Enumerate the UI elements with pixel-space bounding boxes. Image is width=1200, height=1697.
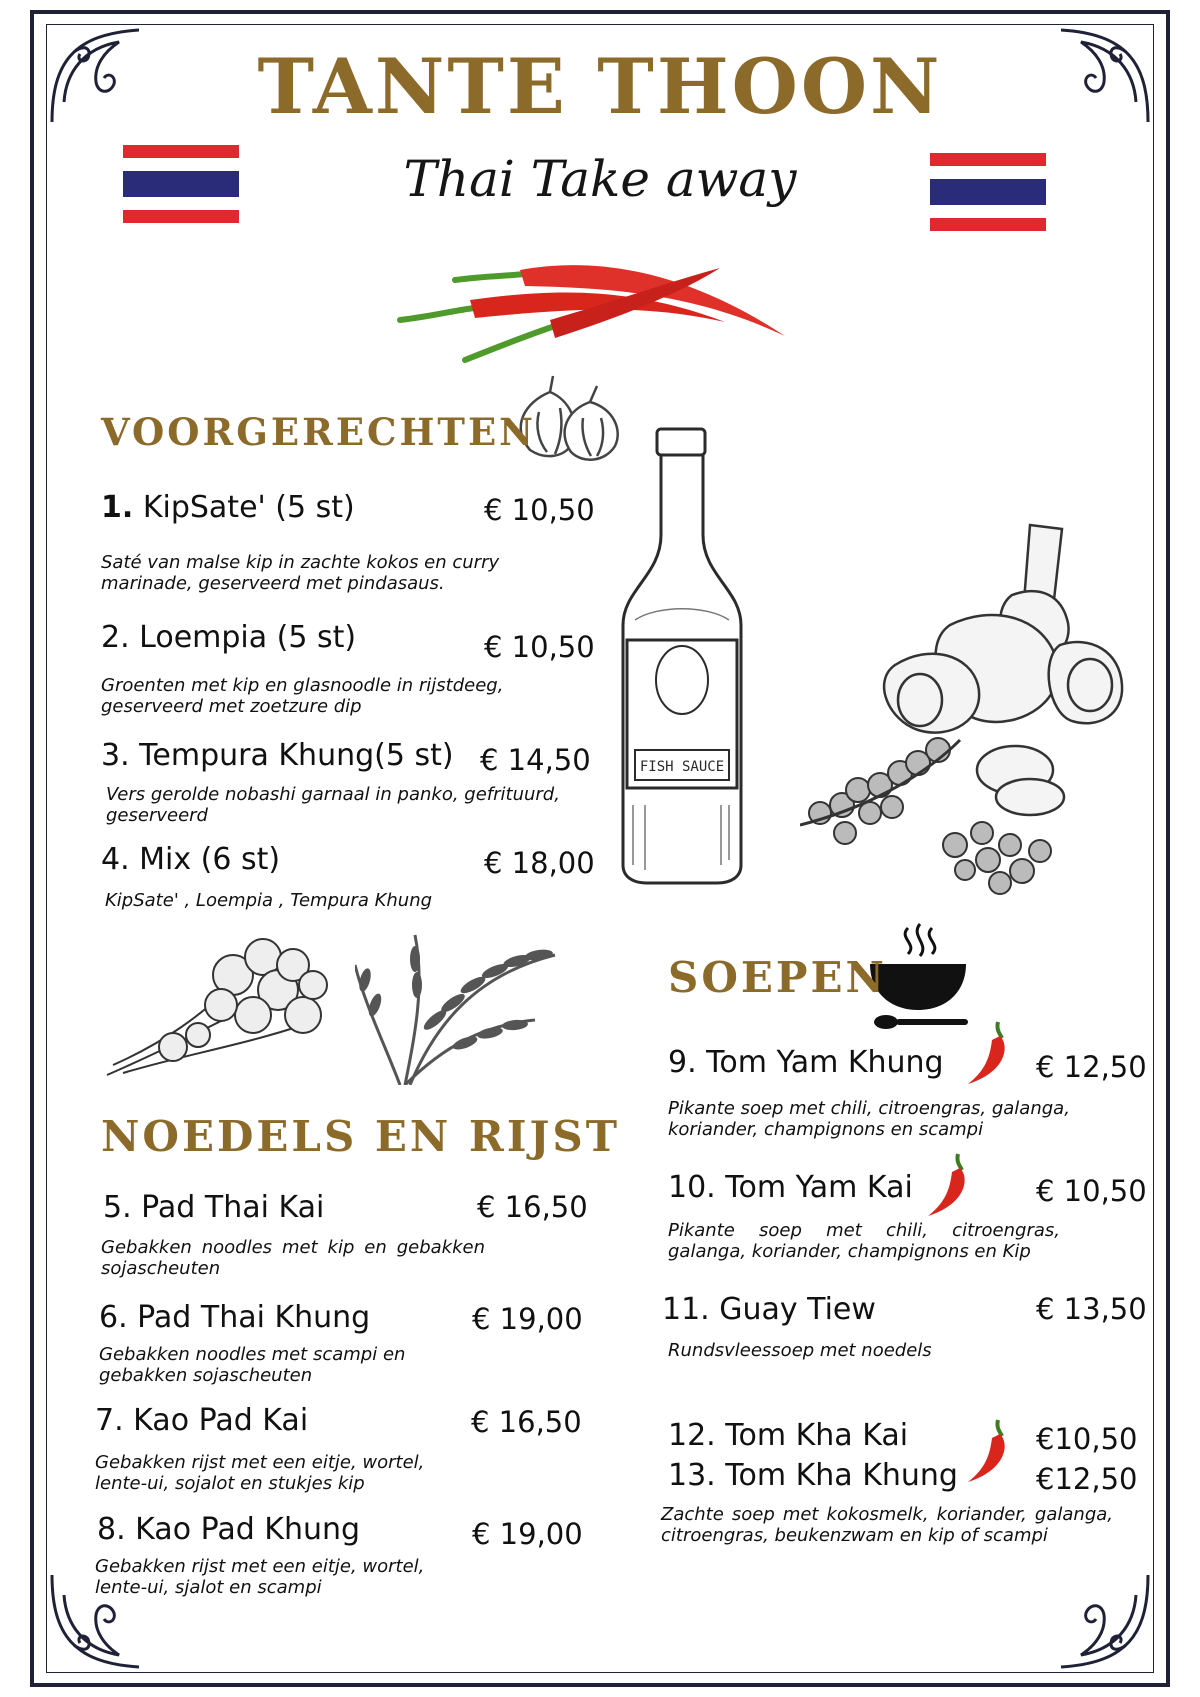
section-title-voorgerechten: VOORGERECHTEN <box>101 410 536 454</box>
menu-item-name: 7. Kao Pad Kai <box>95 1403 309 1438</box>
menu-item-name: 12. Tom Kha Kai <box>668 1418 909 1453</box>
menu-item-description: Saté van malse kip in zachte kokos en curry marinade, geserveerd met pindasaus. <box>101 552 500 594</box>
menu-item-name: 13. Tom Kha Khung <box>668 1458 958 1493</box>
menu-item-description: Pikante soep met chili, citroengras, galanga, koriander, champignons en Kip <box>668 1220 1060 1262</box>
section-title-noedels-en-rijst: NOEDELS EN RIJST <box>101 1112 620 1161</box>
menu-item-price: €12,50 <box>1036 1462 1138 1496</box>
menu-item-price: € 10,50 <box>484 630 595 664</box>
menu-item-name: 3. Tempura Khung(5 st) <box>101 738 454 773</box>
menu-item-name: 1. KipSate' (5 st) <box>101 490 355 525</box>
menu-item-description: Gebakken rijst met een eitje, wortel, lente-ui, sjalot en scampi <box>95 1556 425 1598</box>
restaurant-subtitle: Thai Take away <box>403 150 797 208</box>
menu-item-description: Gebakken noodles met kip en gebakken sojascheuten <box>101 1237 485 1279</box>
bottle-label: FISH SAUCE <box>639 759 725 775</box>
menu-item-price: € 16,50 <box>471 1405 582 1439</box>
menu-item-price: € 13,50 <box>1036 1292 1147 1326</box>
menu-item-price: € 16,50 <box>477 1190 588 1224</box>
restaurant-title: TANTE THOON <box>257 42 943 131</box>
chili-icon <box>962 1020 1012 1088</box>
menu-item-description: Pikante soep met chili, citroengras, galanga, koriander, champignons en scampi <box>668 1098 1070 1140</box>
section-title-soepen: SOEPEN <box>668 953 887 1002</box>
menu-item-name: 9. Tom Yam Khung <box>668 1045 944 1080</box>
menu-item-name: 4. Mix (6 st) <box>101 842 281 877</box>
menu-item-description: KipSate' , Loempia , Tempura Khung <box>105 890 433 911</box>
fish-sauce-bottle-icon <box>617 425 747 885</box>
coriander-icon <box>103 935 333 1080</box>
chili-icon <box>922 1152 972 1220</box>
chili-icon <box>962 1418 1012 1486</box>
rice-plant-icon <box>355 925 560 1085</box>
menu-item-price: € 18,00 <box>484 846 595 880</box>
menu-item-description: Gebakken rijst met een eitje, wortel, lente-ui, sojalot en stukjes kip <box>95 1452 425 1494</box>
menu-item-description: Rundsvleessoep met noedels <box>668 1340 932 1361</box>
menu-item-price: € 10,50 <box>1036 1174 1147 1208</box>
menu-item-name: 6. Pad Thai Khung <box>99 1300 371 1335</box>
menu-item-description: Gebakken noodles met scampi en gebakken sojascheuten <box>99 1344 406 1386</box>
menu-item-name: 8. Kao Pad Khung <box>97 1512 361 1547</box>
menu-item-description: Vers gerolde nobashi garnaal in panko, gefrituurd, geserveerd <box>106 784 560 826</box>
corner-ornament-icon <box>1046 1565 1156 1675</box>
menu-item-name: 5. Pad Thai Kai <box>103 1190 325 1225</box>
chili-peppers-icon <box>395 250 795 375</box>
menu-item-name: 2. Loempia (5 st) <box>101 620 357 655</box>
galangal-icon <box>800 515 1155 895</box>
menu-item-description: Groenten met kip en glasnoodle in rijstdeeg, geserveerd met zoetzure dip <box>101 675 504 717</box>
menu-item-description: Zachte soep met kokosmelk, koriander, galanga, citroengras, beukenzwam en kip of scampi <box>661 1504 1113 1546</box>
menu-item-price: € 10,50 <box>484 493 595 527</box>
thai-flag-left <box>123 145 239 223</box>
menu-item-price: €10,50 <box>1036 1422 1138 1456</box>
menu-item-name: 10. Tom Yam Kai <box>668 1170 913 1205</box>
menu-item-name: 11. Guay Tiew <box>662 1292 876 1327</box>
menu-item-price: € 19,00 <box>472 1517 583 1551</box>
menu-item-price: € 12,50 <box>1036 1050 1147 1084</box>
menu-item-price: € 19,00 <box>472 1302 583 1336</box>
menu-item-price: € 14,50 <box>480 743 591 777</box>
thai-flag-right <box>930 153 1046 231</box>
